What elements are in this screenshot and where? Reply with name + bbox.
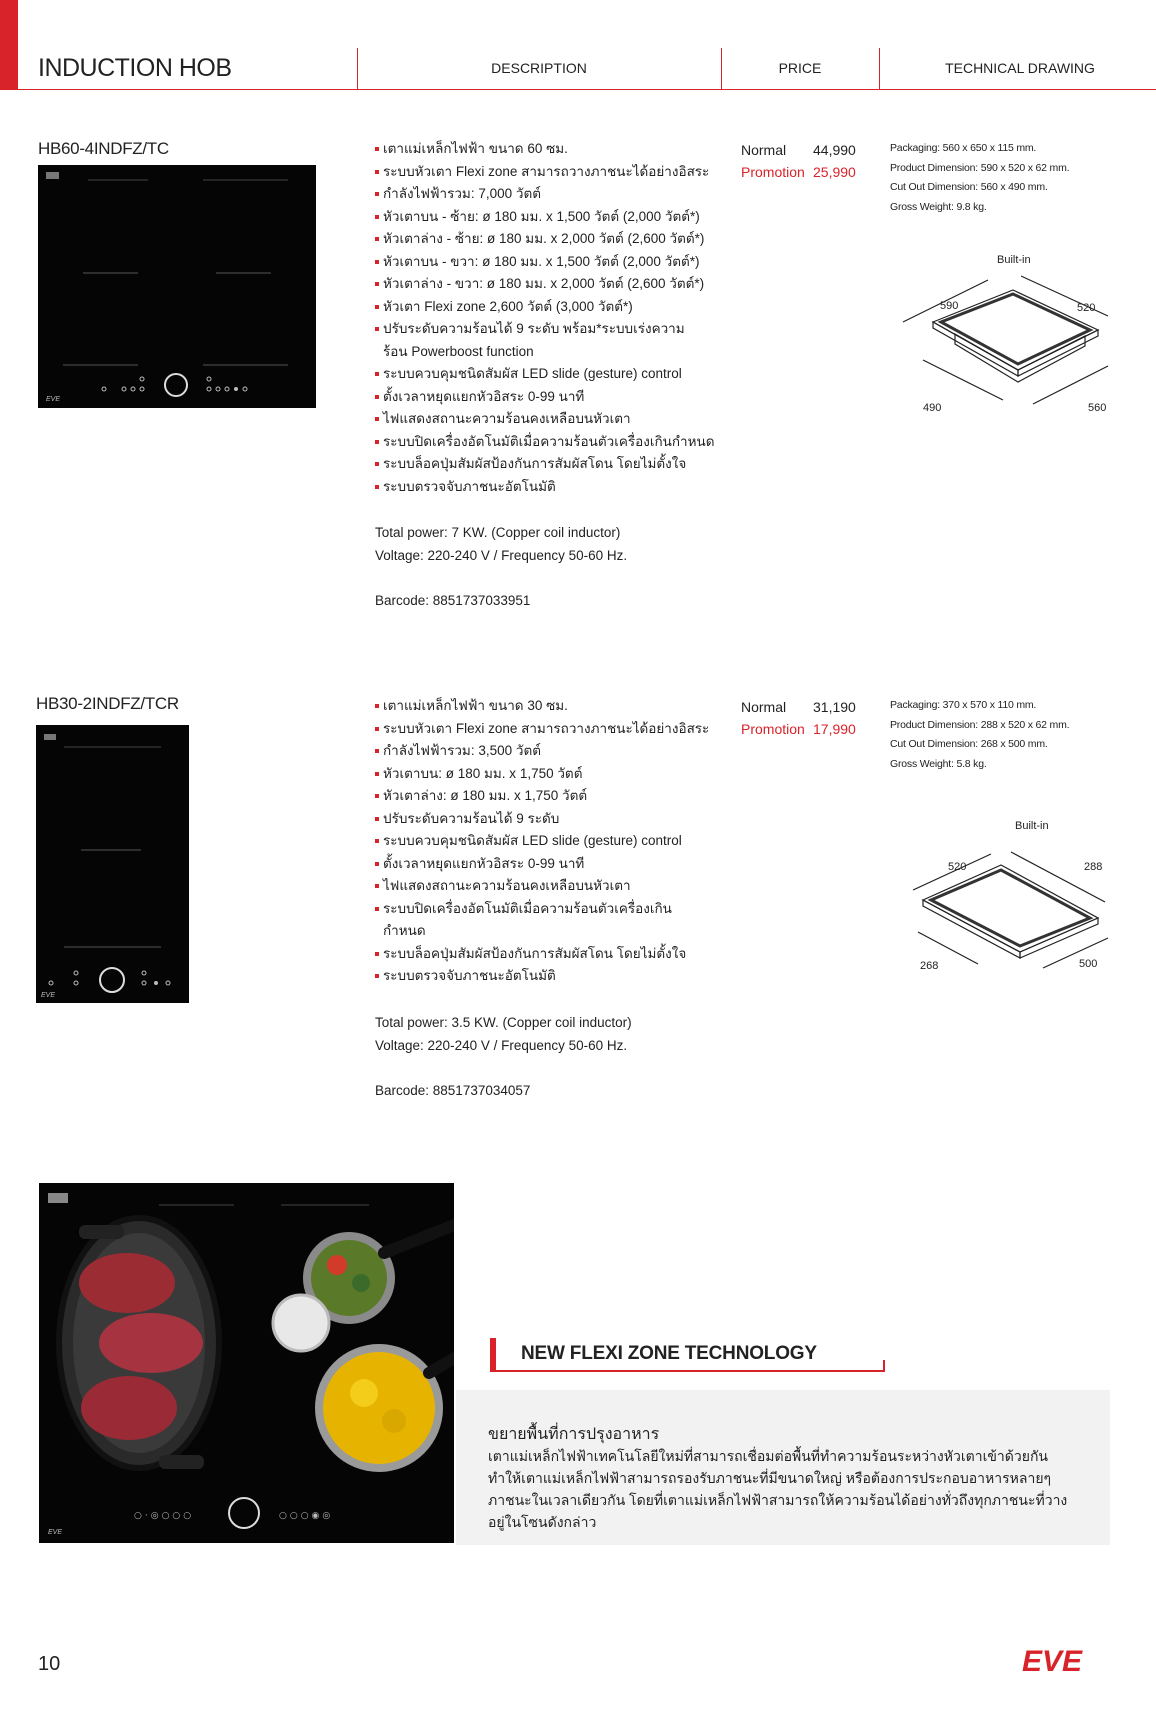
gross-weight: Gross Weight: 9.8 kg. bbox=[890, 200, 987, 213]
list-item: ไฟแสดงสถานะความร้อนคงเหลือบนหัวเตา bbox=[375, 408, 715, 431]
packaging-dimension: Packaging: 370 x 570 x 110 mm. bbox=[890, 699, 1037, 711]
header-rule bbox=[18, 89, 1156, 90]
tech-specs bbox=[890, 696, 1069, 774]
svg-text:○·◎○○○: ○·◎○○○ bbox=[134, 1511, 195, 1521]
price-normal-value: 31,190 bbox=[813, 699, 856, 715]
brand-logo bbox=[1020, 1645, 1115, 1677]
list-item: กำลังไฟฟ้ารวม: 7,000 วัตต์ bbox=[375, 183, 715, 206]
price-promo-value: 25,990 bbox=[813, 164, 856, 180]
hob30-surface-graphic bbox=[36, 725, 189, 1003]
list-item: หัวเตา Flexi zone 2,600 วัตต์ (3,000 วัตต์*) bbox=[375, 296, 715, 319]
list-item: ระบบปิดเครื่องอัตโนมัติเมื่อความร้อนตัวเครื่องเกิน กำหนด bbox=[375, 898, 673, 943]
list-item: ระบบปิดเครื่องอัตโนมัติเมื่อความร้อนตัวเครื่องเกินกำหนด bbox=[375, 431, 715, 454]
list-item: กำลังไฟฟ้ารวม: 3,500 วัตต์ bbox=[375, 740, 715, 763]
product-model: HB30-2INDFZ/TCR bbox=[36, 694, 179, 713]
builtin-label: Built-in bbox=[1015, 820, 1049, 832]
list-item: ปรับระดับความร้อนได้ 9 ระดับ พร้อม*ระบบเร่งความร้อน Powerboost function bbox=[375, 318, 703, 363]
total-power: Total power: 3.5 KW. (Copper coil inductor) bbox=[375, 1015, 632, 1030]
voltage: Voltage: 220-240 V / Frequency 50-60 Hz. bbox=[375, 548, 628, 563]
price-normal-label: Normal bbox=[741, 699, 787, 715]
list-item: ระบบตรวจจับภาชนะอัตโนมัติ bbox=[375, 965, 715, 988]
brand-logo-text: EVE bbox=[1022, 1645, 1083, 1677]
gross-weight: Gross Weight: 5.8 kg. bbox=[890, 757, 987, 770]
svg-text:○○○◉◎: ○○○◉◎ bbox=[279, 1511, 334, 1521]
price-normal bbox=[741, 696, 856, 718]
price-promotion bbox=[741, 161, 856, 183]
list-item: หัวเตาบน - ซ้าย: ø 180 มม. x 1,500 วัตต์ (2,000 วัตต์*) bbox=[375, 206, 715, 229]
banner-accent bbox=[490, 1338, 496, 1372]
list-item: ปรับระดับความร้อนได้ 9 ระดับ bbox=[375, 808, 715, 831]
list-item: ระบบหัวเตา Flexi zone สามารถวางภาชนะได้อย่างอิสระ bbox=[375, 718, 715, 741]
feature-text: เตาแม่เหล็กไฟฟ้าเทคโนโลยีใหม่ที่สามารถเชื่อมต่อพื้นที่ทำความร้อนระหว่างหัวเตาเข้าด้วยกัน ทำให้เตาแม่เหล็กไฟฟ้าสามารถรองรับภาชนะที่มีขนาดใหญ่ หรือต้องการประกอบอาหารหลายๆ ภาชนะในเวลาเดียวกัน โดยที่เตาแม่เหล็กไฟฟ้าสามารถให้ความร้อนได้อย่างทั่วถึงทุกภาชนะที่วางอยู่ในโซนดังกล่าว bbox=[488, 1448, 1068, 1530]
list-item: หัวเตาบน: ø 180 มม. x 1,750 วัตต์ bbox=[375, 763, 715, 786]
list-item: ตั้งเวลาหยุดแยกหัวอิสระ 0-99 นาที bbox=[375, 853, 715, 876]
total-power: Total power: 7 KW. (Copper coil inductor) bbox=[375, 525, 621, 540]
hob-logo: EVE bbox=[46, 396, 61, 403]
barcode: Barcode: 8851737033951 bbox=[375, 593, 531, 608]
page-title: INDUCTION HOB bbox=[38, 54, 232, 82]
banner-underline bbox=[490, 1370, 885, 1372]
column-header-price: PRICE bbox=[778, 60, 822, 76]
price-normal-label: Normal bbox=[741, 142, 787, 158]
feature-image-flexi-zone bbox=[39, 1183, 454, 1543]
list-item: เตาแม่เหล็กไฟฟ้า ขนาด 60 ซม. bbox=[375, 138, 715, 161]
feature-list bbox=[375, 695, 715, 988]
hob-logo: EVE bbox=[41, 992, 56, 999]
flexi-zone-cooking-scene bbox=[39, 1183, 454, 1543]
feature-list bbox=[375, 138, 715, 498]
product-image-hob30 bbox=[36, 725, 189, 1003]
technical-drawing-hob30 bbox=[893, 840, 1123, 980]
list-item: หัวเตาล่าง - ขวา: ø 180 มม. x 2,000 วัตต์ (2,600 วัตต์*) bbox=[375, 273, 715, 296]
cutout-dimension: Cut Out Dimension: 268 x 500 mm. bbox=[890, 738, 1048, 750]
banner-underline-tick bbox=[883, 1360, 885, 1372]
page-number: 10 bbox=[38, 1653, 61, 1675]
list-item: ไฟแสดงสถานะความร้อนคงเหลือบนหัวเตา bbox=[375, 875, 715, 898]
column-header-description: DESCRIPTION bbox=[491, 60, 587, 76]
list-item: หัวเตาบน - ขวา: ø 180 มม. x 1,500 วัตต์ (2,000 วัตต์*) bbox=[375, 251, 715, 274]
dimension-label-cutout-width: 560 bbox=[1088, 402, 1107, 414]
list-item: ระบบหัวเตา Flexi zone สามารถวางภาชนะได้อย่างอิสระ bbox=[375, 161, 715, 184]
price-promo-value: 17,990 bbox=[813, 721, 856, 737]
tech-specs bbox=[890, 139, 1069, 217]
product-dimension: Product Dimension: 590 x 520 x 62 mm. bbox=[890, 161, 1070, 174]
product-model: HB60-4INDFZ/TC bbox=[38, 139, 169, 158]
product-dimension: Product Dimension: 288 x 520 x 62 mm. bbox=[890, 718, 1070, 731]
header-accent-bar bbox=[0, 0, 18, 90]
barcode: Barcode: 8851737034057 bbox=[375, 1083, 531, 1098]
dimension-label-depth: 520 bbox=[1077, 302, 1096, 314]
list-item: ระบบควบคุมชนิดสัมผัส LED slide (gesture) control bbox=[375, 830, 715, 853]
list-item: หัวเตาล่าง - ซ้าย: ø 180 มม. x 2,000 วัตต์ (2,600 วัตต์*) bbox=[375, 228, 715, 251]
hob60-surface-graphic bbox=[38, 165, 316, 408]
dimension-label-width: 590 bbox=[940, 300, 959, 312]
list-item: ระบบล็อคปุ่มสัมผัสป้องกันการสัมผัสโดน โดยไม่ตั้งใจ bbox=[375, 453, 715, 476]
list-item: ระบบล็อคปุ่มสัมผัสป้องกันการสัมผัสโดน โดยไม่ตั้งใจ bbox=[375, 943, 715, 966]
column-header-technical-drawing: TECHNICAL DRAWING bbox=[945, 60, 1095, 76]
dimension-label-cutout-depth: 268 bbox=[920, 960, 939, 972]
price-promo-label: Promotion bbox=[741, 164, 805, 180]
cutout-dimension: Cut Out Dimension: 560 x 490 mm. bbox=[890, 181, 1048, 193]
technical-drawing-hob60 bbox=[893, 272, 1123, 422]
dimension-label-cutout-width: 500 bbox=[1079, 958, 1098, 970]
price-promotion bbox=[741, 718, 856, 740]
product-image-hob60 bbox=[38, 165, 316, 408]
list-item: หัวเตาล่าง: ø 180 มม. x 1,750 วัตต์ bbox=[375, 785, 715, 808]
list-item: ระบบตรวจจับภาชนะอัตโนมัติ bbox=[375, 476, 715, 499]
hob-logo: EVE bbox=[48, 1529, 63, 1536]
feature-banner-title: NEW FLEXI ZONE TECHNOLOGY bbox=[521, 1343, 817, 1364]
dimension-label-depth: 288 bbox=[1084, 861, 1103, 873]
price-promo-label: Promotion bbox=[741, 721, 805, 737]
price-normal-value: 44,990 bbox=[813, 142, 856, 158]
dimension-label-cutout-depth: 490 bbox=[923, 402, 942, 414]
dimension-label-width: 520 bbox=[948, 861, 967, 873]
list-item: ระบบควบคุมชนิดสัมผัส LED slide (gesture) control bbox=[375, 363, 715, 386]
builtin-label: Built-in bbox=[997, 254, 1031, 266]
list-item: เตาแม่เหล็กไฟฟ้า ขนาด 30 ซม. bbox=[375, 695, 715, 718]
list-item: ตั้งเวลาหยุดแยกหัวอิสระ 0-99 นาที bbox=[375, 386, 715, 409]
price-normal bbox=[741, 139, 856, 161]
packaging-dimension: Packaging: 560 x 650 x 115 mm. bbox=[890, 142, 1037, 154]
voltage: Voltage: 220-240 V / Frequency 50-60 Hz. bbox=[375, 1038, 628, 1053]
feature-heading: ขยายพื้นที่การปรุงอาหาร bbox=[488, 1426, 660, 1443]
